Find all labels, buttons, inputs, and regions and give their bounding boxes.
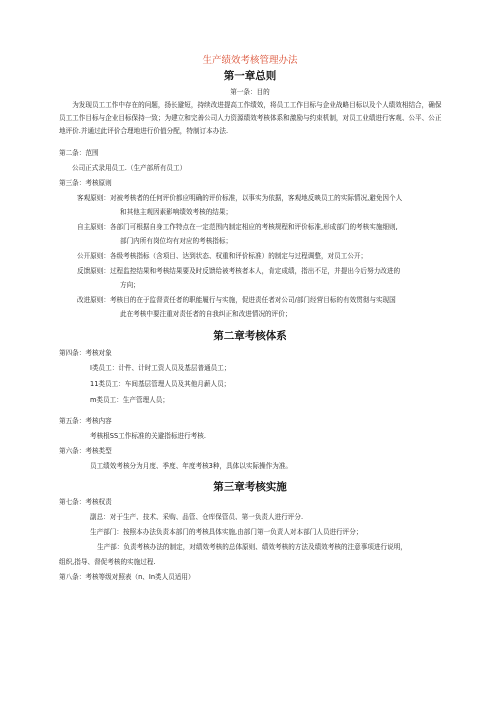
article-2-body: 公司正式录用员工.（生产部所有员工） [72, 164, 187, 172]
article-2-label: 第二条：范围 [59, 149, 99, 157]
principle-autonomy-cont: 部门内所有岗位均有对应的考核指标； [120, 237, 233, 245]
principle-improvement-cont: 此在考核中要注重对责任者的自我纠正和改进情况的评价； [120, 310, 292, 318]
article-6-label: 第六条：考核类型 [59, 447, 112, 455]
principle-objective: 客观原则：对被考核者的任何评价都应明确的评价标准，以事实为依据，客观地反映员工的实际情况,避免因个人 [77, 194, 403, 202]
article-4-label: 第四条：考核对象 [59, 349, 112, 357]
target-class-2: 11类员工：车间基层管理人员及其他月薪人员； [90, 380, 231, 388]
principle-objective-cont: 和其他主观因素影响绩效考核的结果； [120, 208, 233, 216]
article-1-label: 第一条：目的 [230, 88, 270, 96]
article-3-label: 第三条：考核原则 [59, 179, 112, 187]
principle-feedback-cont: 方向； [120, 281, 140, 289]
target-class-1: I类员工：计件、计时工资人员及基层普通员工； [90, 364, 231, 372]
article-6-body: 员工绩效考核分为月度、季度、年度考核3种，具体以实际操作为准。 [90, 462, 293, 470]
responsibility-vp: 副总：对于生产、技术、采购、品管、仓库保管员、第一负责人进行评分. [90, 513, 304, 521]
chapter-3-heading: 第三章考核实施 [213, 481, 287, 493]
article-5-body: 考核根SS工作标准的关避指标进行考核. [90, 432, 206, 440]
target-class-3: m类员工：生产管理人员； [90, 396, 169, 404]
chapter-1-heading: 第一章总则 [223, 70, 277, 82]
chapter-2-heading: 第二章考核体系 [213, 330, 287, 342]
principle-feedback: 反馈原则：过程监控结果和考核结果要及时反馈给被考核者本人，肯定成绩，指出不足，并提出今后努力改进的 [77, 267, 401, 275]
article-1-body: 为发现员工工作中存在的问题，扬长避短，持续改进提高工作绩效，将员工工作目标与企业战略目标以及个人绩效相结合，确保员工工作目标与企业目标保持一致；为建立和完善公司人力资源绩效考核体系和激励与约束机制，对员工业绩进行客观、公平、公正地评价.并通过此评价合理地进行价值分配，特制订本办法. [59, 101, 442, 135]
article-5-label: 第五条：考核内容 [59, 417, 112, 425]
doc-title: 生产绩效考核管理办法 [202, 55, 298, 66]
responsibility-production: 生产部：负责考核办法的制定，对绩效考核的总体原则、绩效考核的方法及绩效考核的注意事项进行说明， [97, 543, 407, 551]
principle-openness: 公开原则：各级考核指标（含项目、达到状态、权重和评价标准）的制定与过程调整，对员工公开； [77, 252, 368, 260]
article-7-label: 第七条：考核权责 [59, 498, 112, 506]
principle-improvement: 改进原则：考核目的在于监督责任者的职能履行与实施，促进责任者对公司/部门经营目标的有效贯彻与实现国 [77, 296, 396, 304]
responsibility-production-dept: 生产部门：按照本办法负责本部门的考核具体实施,由部门第一负责人对本部门人员进行评分； [90, 528, 363, 536]
article-8-label: 第八条：考核等级对照表（n、In类人员适用） [59, 573, 195, 581]
responsibility-production-cont: 组织,指导、督促考核的实施过程. [59, 558, 156, 566]
principle-autonomy: 自主原则：各部门可根据自身工作特点在一定范围内制定相应的考核规程和评价标准,形成部门的考核实施细则, [77, 223, 398, 231]
